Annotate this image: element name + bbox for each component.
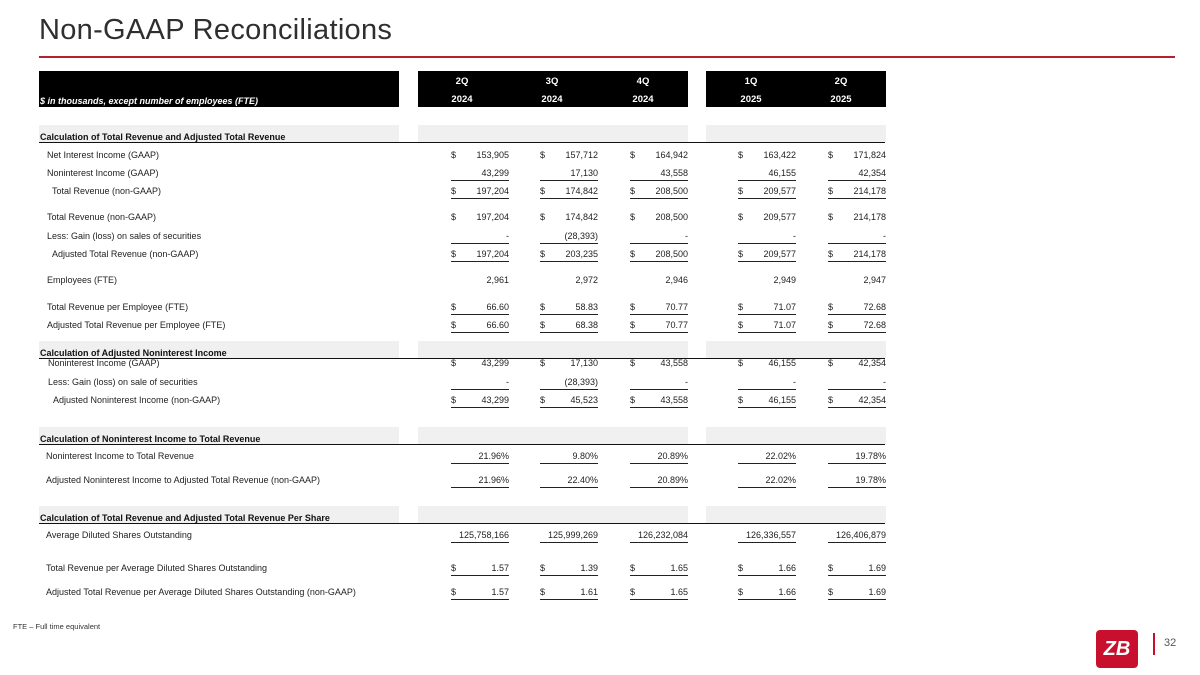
section-band	[706, 427, 886, 444]
currency-symbol: $	[540, 186, 546, 196]
table-cell	[828, 275, 886, 287]
table-cell	[630, 212, 688, 224]
table-cell	[630, 377, 688, 390]
cell-value: 58.83	[575, 302, 598, 312]
cell-value: -	[506, 231, 509, 241]
cell-value: 9.80%	[572, 451, 598, 461]
cell-value: -	[793, 377, 796, 387]
currency-symbol: $	[738, 320, 744, 330]
currency-symbol: $	[540, 249, 546, 259]
table-cell	[540, 302, 598, 315]
table-cell	[828, 395, 886, 408]
currency-symbol: $	[540, 563, 546, 573]
currency-symbol: $	[630, 302, 636, 312]
currency-symbol: $	[630, 395, 636, 405]
column-year-4: 2025	[830, 94, 852, 105]
currency-symbol: $	[738, 249, 744, 259]
cell-value: 126,406,879	[835, 530, 886, 540]
table-cell	[630, 150, 688, 162]
currency-symbol: $	[738, 587, 744, 597]
column-year-0: 2024	[451, 94, 473, 105]
cell-value: 72.68	[863, 302, 886, 312]
currency-symbol: $	[630, 249, 636, 259]
cell-value: 43,558	[660, 168, 688, 178]
currency-symbol: $	[540, 358, 546, 368]
row-label: Total Revenue per Employee (FTE)	[47, 302, 189, 312]
cell-value: 66.60	[486, 302, 509, 312]
cell-value: 20.89%	[657, 451, 688, 461]
currency-symbol: $	[828, 249, 834, 259]
table-cell	[738, 451, 796, 464]
row-label: Total Revenue (non-GAAP)	[47, 212, 157, 222]
table-cell	[828, 451, 886, 464]
table-cell	[630, 587, 688, 600]
cell-value: 1.65	[670, 587, 688, 597]
cell-value: 174,842	[565, 186, 598, 196]
currency-symbol: $	[540, 320, 546, 330]
column-year-2: 2024	[632, 94, 654, 105]
cell-value: 153,905	[476, 150, 509, 160]
table-cell	[738, 150, 796, 162]
table-cell	[630, 530, 688, 543]
cell-value: 21.96%	[478, 451, 509, 461]
cell-value: 2,972	[575, 275, 598, 285]
title-divider	[39, 56, 1175, 58]
currency-symbol: $	[630, 320, 636, 330]
currency-symbol: $	[828, 186, 834, 196]
cell-value: 19.78%	[855, 475, 886, 485]
table-cell	[630, 231, 688, 244]
cell-value: 2,947	[863, 275, 886, 285]
cell-value: 20.89%	[657, 475, 688, 485]
cell-value: 22.40%	[567, 475, 598, 485]
column-quarter-3: 1Q	[744, 76, 758, 87]
cell-value: -	[685, 377, 688, 387]
cell-value: 125,758,166	[458, 530, 509, 540]
section-rule	[39, 142, 885, 143]
table-cell	[451, 212, 509, 224]
row-label: Adjusted Total Revenue (non-GAAP)	[52, 249, 199, 259]
table-cell	[451, 395, 509, 408]
table-cell	[540, 377, 598, 390]
cell-value: 197,204	[476, 186, 509, 196]
table-cell	[630, 563, 688, 576]
table-cell	[540, 231, 598, 244]
section-band	[418, 506, 688, 523]
table-cell	[540, 186, 598, 199]
section-title-s3: Calculation of Noninterest Income to Total Revenue	[40, 434, 261, 444]
currency-symbol: $	[451, 150, 457, 160]
currency-symbol: $	[828, 302, 834, 312]
table-cell	[451, 587, 509, 600]
currency-symbol: $	[630, 150, 636, 160]
table-cell	[451, 168, 509, 181]
row-label: Adjusted Noninterest Income (non-GAAP)	[53, 395, 221, 405]
section-band	[706, 341, 886, 358]
table-cell	[451, 451, 509, 464]
currency-symbol: $	[451, 212, 457, 222]
cell-value: -	[506, 377, 509, 387]
currency-symbol: $	[630, 358, 636, 368]
table-cell	[828, 320, 886, 333]
table-cell	[828, 563, 886, 576]
cell-value: 171,824	[853, 150, 886, 160]
table-cell	[828, 358, 886, 370]
column-quarter-2: 4Q	[636, 76, 650, 87]
cell-value: 70.77	[665, 302, 688, 312]
cell-value: 22.02%	[765, 451, 796, 461]
cell-value: 70.77	[665, 320, 688, 330]
table-cell	[630, 168, 688, 181]
cell-value: -	[685, 231, 688, 241]
cell-value: 1.39	[580, 563, 598, 573]
table-cell	[738, 302, 796, 315]
cell-value: 22.02%	[765, 475, 796, 485]
cell-value: (28,393)	[564, 231, 598, 241]
currency-symbol: $	[738, 302, 744, 312]
cell-value: (28,393)	[564, 377, 598, 387]
table-cell	[451, 530, 509, 543]
currency-symbol: $	[738, 186, 744, 196]
cell-value: 1.57	[491, 587, 509, 597]
table-cell	[738, 587, 796, 600]
cell-value: 45,523	[570, 395, 598, 405]
table-cell	[451, 563, 509, 576]
cell-value: 21.96%	[478, 475, 509, 485]
table-cell	[630, 451, 688, 464]
cell-value: 164,942	[655, 150, 688, 160]
table-cell	[828, 231, 886, 244]
currency-symbol: $	[540, 587, 546, 597]
cell-value: 197,204	[476, 249, 509, 259]
row-label: Net Interest Income (GAAP)	[47, 150, 160, 160]
table-cell	[630, 249, 688, 262]
row-label: Total Revenue per Average Diluted Shares Outstanding	[46, 563, 267, 573]
table-cell	[738, 563, 796, 576]
table-cell	[738, 231, 796, 244]
table-cell	[540, 275, 598, 287]
cell-value: -	[883, 231, 886, 241]
table-cell	[630, 358, 688, 370]
cell-value: 208,500	[655, 249, 688, 259]
cell-value: 2,946	[665, 275, 688, 285]
currency-symbol: $	[828, 563, 834, 573]
logo-divider	[1153, 633, 1155, 655]
cell-value: 126,336,557	[745, 530, 796, 540]
cell-value: 42,354	[858, 358, 886, 368]
table-cell	[630, 186, 688, 199]
section-band	[706, 125, 886, 142]
table-cell	[451, 150, 509, 162]
currency-symbol: $	[451, 302, 457, 312]
column-year-3: 2025	[740, 94, 762, 105]
table-cell	[540, 320, 598, 333]
table-cell	[828, 168, 886, 181]
row-label: Employees (FTE)	[47, 275, 118, 285]
table-cell	[540, 168, 598, 181]
table-cell	[630, 395, 688, 408]
currency-symbol: $	[828, 358, 834, 368]
cell-value: 72.68	[863, 320, 886, 330]
table-cell	[828, 475, 886, 488]
cell-value: 46,155	[768, 395, 796, 405]
table-cell	[738, 249, 796, 262]
column-quarter-1: 3Q	[545, 76, 559, 87]
table-cell	[828, 212, 886, 224]
currency-symbol: $	[540, 212, 546, 222]
cell-value: 1.66	[778, 587, 796, 597]
currency-symbol: $	[451, 249, 457, 259]
row-label: Average Diluted Shares Outstanding	[46, 530, 192, 540]
cell-value: 46,155	[768, 358, 796, 368]
row-label: Noninterest Income (GAAP)	[48, 358, 160, 368]
cell-value: 42,354	[858, 395, 886, 405]
cell-value: 1.61	[580, 587, 598, 597]
currency-symbol: $	[630, 587, 636, 597]
currency-symbol: $	[630, 563, 636, 573]
table-cell	[540, 358, 598, 370]
table-cell	[630, 302, 688, 315]
cell-value: 157,712	[565, 150, 598, 160]
currency-symbol: $	[828, 395, 834, 405]
cell-value: 214,178	[853, 186, 886, 196]
table-cell	[738, 168, 796, 181]
cell-value: -	[793, 231, 796, 241]
table-cell	[828, 302, 886, 315]
section-title-s1: Calculation of Total Revenue and Adjusted Total Revenue	[40, 132, 286, 142]
cell-value: 174,842	[565, 212, 598, 222]
section-rule	[39, 523, 885, 524]
page-number: 32	[1164, 637, 1177, 649]
page-title: Non-GAAP Reconciliations	[39, 14, 393, 46]
table-cell	[738, 358, 796, 370]
cell-value: 43,299	[481, 358, 509, 368]
cell-value: 17,130	[570, 358, 598, 368]
cell-value: 46,155	[768, 168, 796, 178]
table-cell	[828, 530, 886, 543]
cell-value: 1.69	[868, 587, 886, 597]
cell-value: 163,422	[763, 150, 796, 160]
cell-value: 214,178	[853, 212, 886, 222]
currency-symbol: $	[540, 302, 546, 312]
table-cell	[828, 377, 886, 390]
currency-symbol: $	[738, 212, 744, 222]
currency-symbol: $	[451, 358, 457, 368]
cell-value: 209,577	[763, 212, 796, 222]
units-note: $ in thousands, except number of employees (FTE)	[40, 96, 259, 106]
section-title-s2: Calculation of Adjusted Noninterest Income	[40, 348, 227, 358]
section-band	[418, 125, 688, 142]
logo-text: ZB	[1103, 638, 1131, 660]
row-label: Noninterest Income (GAAP)	[47, 168, 159, 178]
currency-symbol: $	[738, 150, 744, 160]
cell-value: 125,999,269	[547, 530, 598, 540]
currency-symbol: $	[738, 358, 744, 368]
table-cell	[738, 395, 796, 408]
cell-value: 208,500	[655, 186, 688, 196]
currency-symbol: $	[540, 395, 546, 405]
currency-symbol: $	[540, 150, 546, 160]
row-label: Less: Gain (loss) on sales of securities	[47, 231, 202, 241]
cell-value: 197,204	[476, 212, 509, 222]
currency-symbol: $	[451, 186, 457, 196]
cell-value: 214,178	[853, 249, 886, 259]
table-cell	[738, 475, 796, 488]
section-title-s4: Calculation of Total Revenue and Adjusted Total Revenue Per Share	[40, 513, 330, 523]
cell-value: 71.07	[773, 302, 796, 312]
column-year-1: 2024	[541, 94, 563, 105]
table-cell	[540, 451, 598, 464]
cell-value: 19.78%	[855, 451, 886, 461]
table-cell	[540, 212, 598, 224]
currency-symbol: $	[828, 587, 834, 597]
cell-value: 42,354	[858, 168, 886, 178]
cell-value: -	[883, 377, 886, 387]
cell-value: 17,130	[570, 168, 598, 178]
currency-symbol: $	[828, 212, 834, 222]
cell-value: 209,577	[763, 186, 796, 196]
section-band	[706, 506, 886, 523]
table-cell	[738, 275, 796, 287]
currency-symbol: $	[451, 563, 457, 573]
cell-value: 1.69	[868, 563, 886, 573]
table-cell	[738, 212, 796, 224]
table-cell	[451, 358, 509, 370]
cell-value: 126,232,084	[637, 530, 688, 540]
cell-value: 2,961	[486, 275, 509, 285]
row-label: Adjusted Total Revenue per Employee (FTE)	[47, 320, 226, 330]
table-cell	[540, 475, 598, 488]
table-cell	[451, 320, 509, 333]
section-band	[418, 427, 688, 444]
table-cell	[451, 377, 509, 390]
cell-value: 1.65	[670, 563, 688, 573]
cell-value: 43,299	[481, 395, 509, 405]
table-cell	[451, 275, 509, 287]
table-cell	[828, 150, 886, 162]
table-cell	[828, 186, 886, 199]
table-cell	[738, 320, 796, 333]
column-quarter-0: 2Q	[455, 76, 469, 87]
table-cell	[738, 186, 796, 199]
currency-symbol: $	[451, 320, 457, 330]
table-cell	[630, 320, 688, 333]
footnote: FTE – Full time equivalent	[13, 622, 101, 631]
cell-value: 1.57	[491, 563, 509, 573]
cell-value: 208,500	[655, 212, 688, 222]
table-cell	[630, 275, 688, 287]
currency-symbol: $	[828, 150, 834, 160]
table-cell	[828, 587, 886, 600]
table-cell	[738, 530, 796, 543]
cell-value: 71.07	[773, 320, 796, 330]
row-label: Total Revenue (non-GAAP)	[52, 186, 162, 196]
row-label: Adjusted Total Revenue per Average Diluted Shares Outstanding (non-GAAP)	[46, 587, 356, 597]
currency-symbol: $	[738, 563, 744, 573]
currency-symbol: $	[828, 320, 834, 330]
currency-symbol: $	[630, 212, 636, 222]
table-cell	[540, 563, 598, 576]
column-quarter-4: 2Q	[834, 76, 848, 87]
table-cell	[540, 530, 598, 543]
cell-value: 203,235	[565, 249, 598, 259]
company-logo	[1096, 630, 1138, 668]
cell-value: 66.60	[486, 320, 509, 330]
section-band	[418, 341, 688, 358]
cell-value: 43,299	[481, 168, 509, 178]
table-cell	[828, 249, 886, 262]
table-cell	[451, 475, 509, 488]
table-cell	[451, 186, 509, 199]
table-cell	[738, 377, 796, 390]
cell-value: 43,558	[660, 395, 688, 405]
table-cell	[451, 231, 509, 244]
row-label: Less: Gain (loss) on sale of securities	[48, 377, 198, 387]
row-label: Noninterest Income to Total Revenue	[46, 451, 194, 461]
table-cell	[540, 587, 598, 600]
cell-value: 43,558	[660, 358, 688, 368]
table-cell	[451, 249, 509, 262]
table-cell	[540, 395, 598, 408]
cell-value: 1.66	[778, 563, 796, 573]
table-cell	[630, 475, 688, 488]
cell-value: 68.38	[575, 320, 598, 330]
table-cell	[540, 150, 598, 162]
row-label: Adjusted Noninterest Income to Adjusted Total Revenue (non-GAAP)	[46, 475, 320, 485]
cell-value: 209,577	[763, 249, 796, 259]
cell-value: 2,949	[773, 275, 796, 285]
currency-symbol: $	[451, 395, 457, 405]
table-cell	[540, 249, 598, 262]
table-cell	[451, 302, 509, 315]
currency-symbol: $	[738, 395, 744, 405]
currency-symbol: $	[630, 186, 636, 196]
currency-symbol: $	[451, 587, 457, 597]
section-rule	[39, 444, 885, 445]
